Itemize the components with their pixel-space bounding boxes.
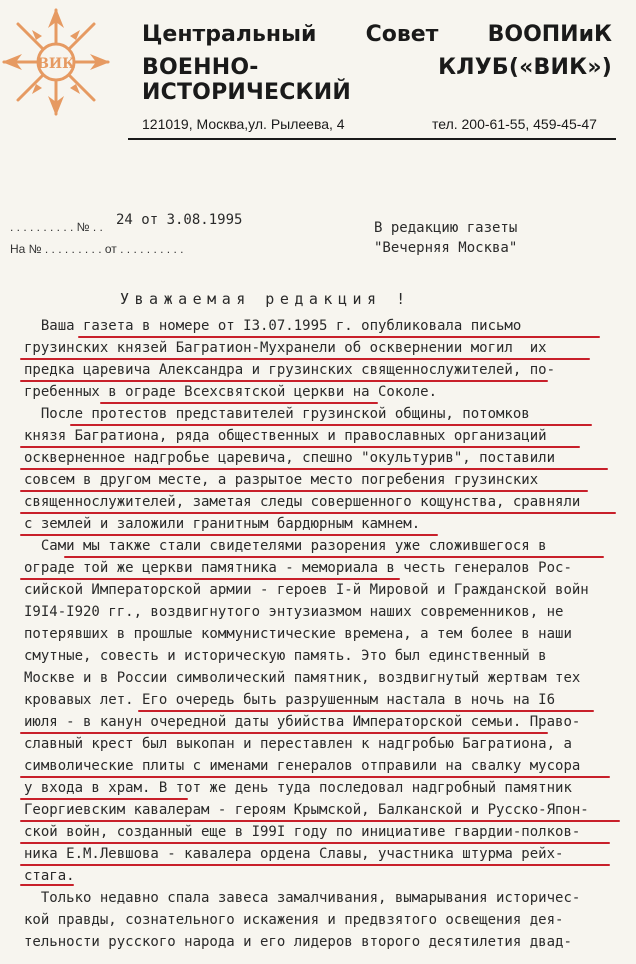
underline-mark [20,732,548,734]
body-line: князя Багратиона, ряда общественных и православных организаций [24,428,547,444]
underline-mark [20,490,588,492]
outgoing-number-label: . . . . . . . . . . № . . [10,220,103,234]
recipient-line-2: "Вечерняя Москва" [374,240,518,256]
body-line: июля - в канун очередной даты убийства Императорской семьи. Право- [24,714,581,730]
underline-mark [20,864,610,866]
underline-mark [78,336,600,338]
body-line: ника Е.М.Левшова - кавалера ордена Славы, участника штурма рейх- [24,846,564,862]
underline-mark [20,358,590,360]
body-line: Москве и в России символический памятник, воздвигнутый жертвам тех [24,670,581,686]
body-line: грузинских князей Багратион-Мухранели об осквернении могил их [24,340,547,356]
body-line: священнослужителей, заметая следы совершенного кощунства, сравняли [24,494,581,510]
body-line: тельности русского народа и его лидеров второго десятилетия двад- [24,934,572,950]
body-line: Георгиевским кавалерам - героям Крымской, Балканской и Русско-Япон- [24,802,589,818]
body-line: смутные, совесть и историческую память. Это был единственный в [24,648,547,664]
underline-mark [20,468,608,470]
club-word-3: («ВИК») [508,55,612,80]
body-line: потерявших в прошлые коммунистические времена, а тем более в наши [24,626,572,642]
body-line: ограде той же церкви памятника - мемориала в честь генералов Рос- [24,560,572,576]
body-line: кровавых лет. Его очередь быть разрушенным настала в ночь на I6 [24,692,556,708]
underline-mark [20,512,616,514]
underline-mark [20,446,580,448]
outgoing-number-value: 24 от 3.08.1995 [116,212,243,228]
underline-mark [70,424,592,426]
underline-mark [20,578,400,580]
emblem-text: ВИК [37,56,75,72]
underline-mark [20,884,74,886]
body-line: Ваша газета в номере от I3.07.1995 г. опубликовала письмо [24,318,522,334]
letterhead-divider [128,138,616,140]
council-word-3: ВООПИиК [487,22,612,47]
underline-mark [64,556,604,558]
underline-mark [20,380,548,382]
underline-mark [138,710,594,712]
council-word-1: Центральный [142,22,317,47]
body-line: славный крест был выкопан и переставлен к надгробью Багратиона, а [24,736,572,752]
club-phones: тел. 200-61-55, 459-45-47 [432,116,597,132]
body-line: ской войн, созданный еще в I99I году по инициативе гвардии-полков- [24,824,581,840]
underline-mark [20,776,610,778]
body-line: Только недавно спала завеса замалчивания, вымарывания историчес- [24,890,581,906]
body-line: I9I4-I920 гг., воздвигнутого энтузиазмом наших современников, не [24,604,564,620]
body-line: сийской Императорской армии - героев I-й Мировой и Гражданской войн [24,582,589,598]
underline-mark [20,820,620,822]
underline-mark [20,534,438,536]
body-line: предка царевича Александра и грузинских священнослужителей, по- [24,362,556,378]
body-line: После протестов представителей грузинской общины, потомков [24,406,530,422]
body-line: гребенных в ограде Всехсвятской церкви на Соколе. [24,384,438,400]
body-line: стага. [24,868,75,884]
body-line: с землей и заложили гранитным бардюрным камнем. [24,516,421,532]
recipient-line-1: В редакцию газеты [374,220,518,236]
club-name [142,55,612,105]
underline-mark [20,842,610,844]
council-word-2: Совет [365,22,439,47]
club-word-1: ВОЕННО-ИСТОРИЧЕСКИЙ [142,55,351,105]
club-emblem-icon [2,6,110,118]
underline-mark [100,402,378,404]
club-word-2: КЛУБ [438,55,509,80]
salutation: Уважаемая редакция ! [120,290,411,308]
council-name [142,22,612,47]
underline-mark [20,798,188,800]
body-line: совсем в другом месте, а разрытое место погребения грузинских [24,472,539,488]
club-address: 121019, Москва,ул. Рылеева, 4 [142,116,345,132]
reference-number-label: На № . . . . . . . . . от . . . . . . . . . . [10,242,184,256]
body-line: Сами мы также стали свидетелями разорения уже сложившегося в [24,538,547,554]
body-line: у входа в храм. В тот же день туда последовал надгробный памятник [24,780,572,796]
body-line: оскверненное надгробье царевича, спешно "окультурив", поставили [24,450,556,466]
body-line: кой правды, сознательного искажения и предвзятого освещения дея- [24,912,564,928]
body-line: символические плиты с именами генералов отправили на свалку мусора [24,758,581,774]
